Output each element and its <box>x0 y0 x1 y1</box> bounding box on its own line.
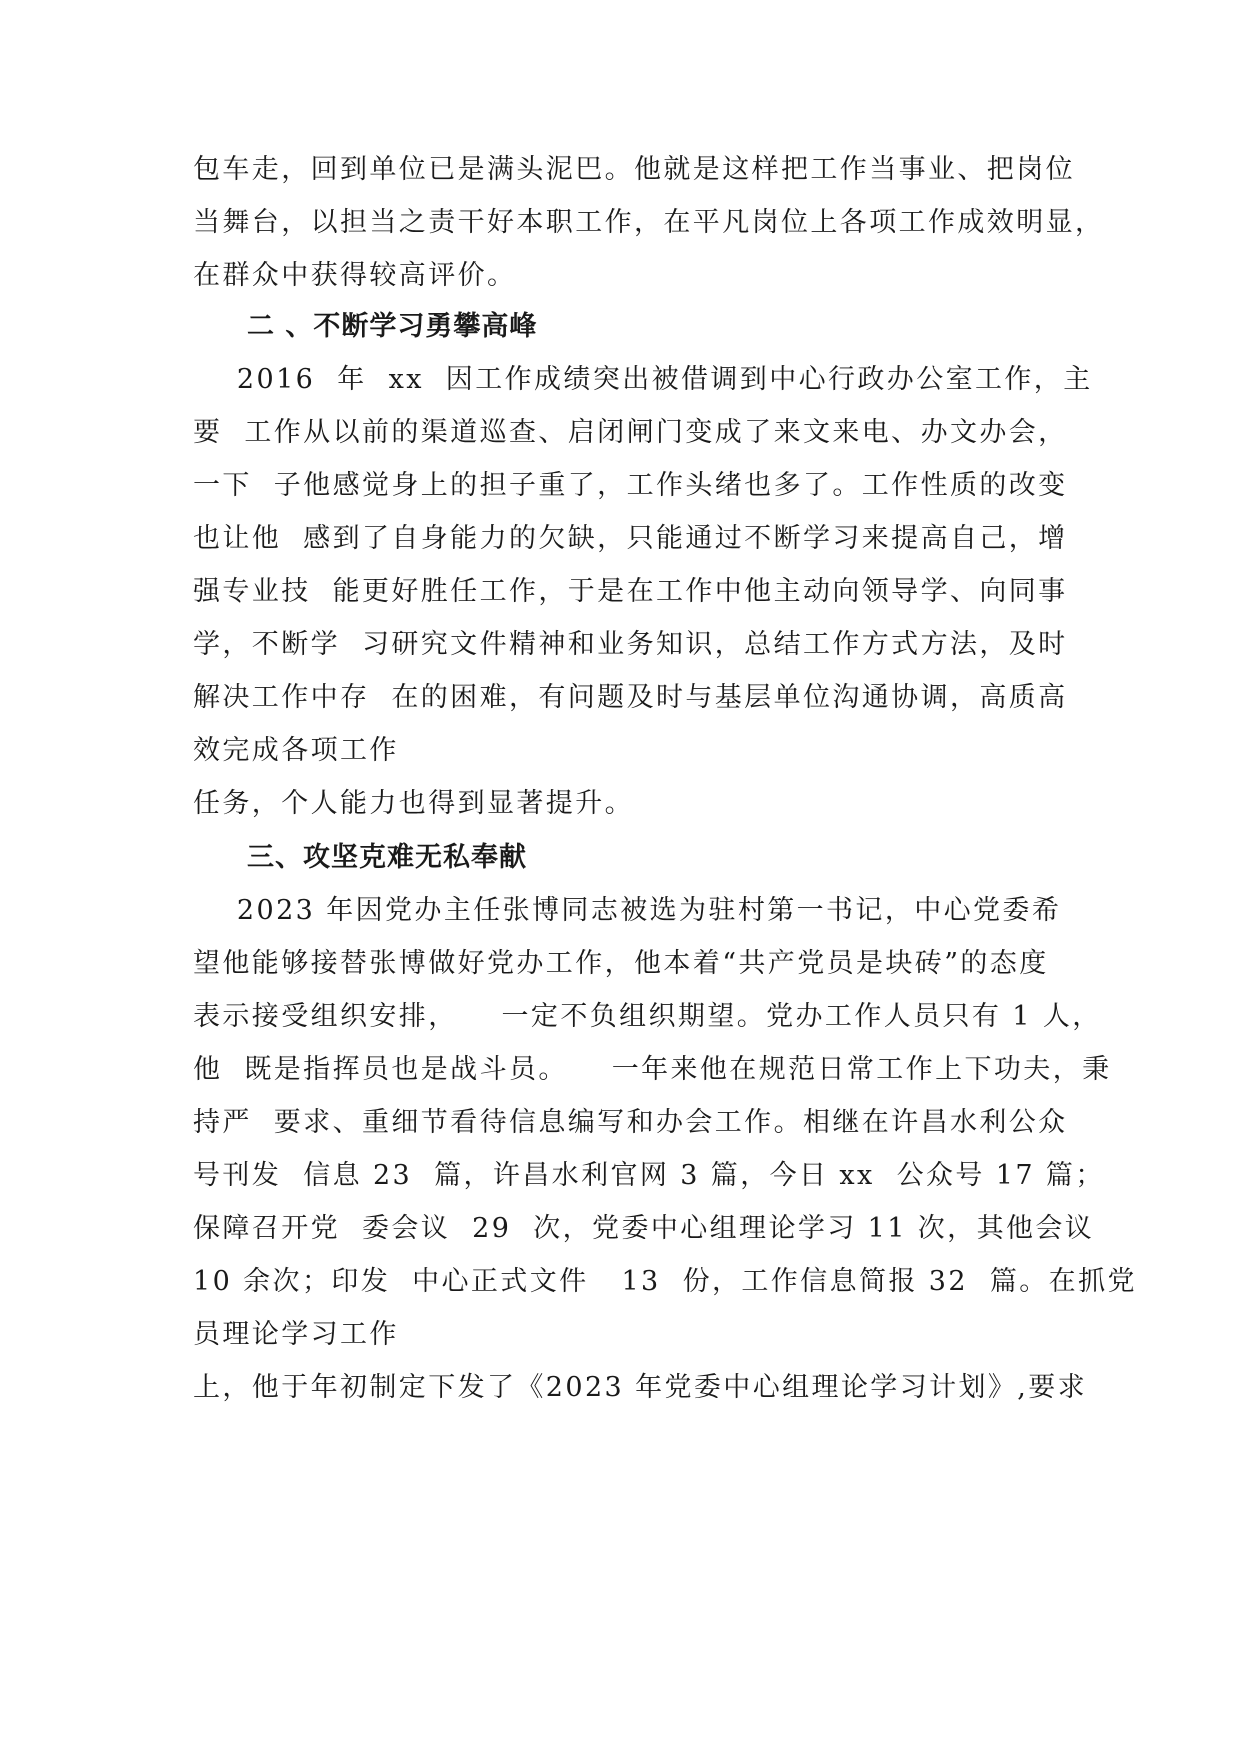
paragraph-3-line-2: 望他能够接替张博做好党办工作，他本着“共产党员是块砖”的态度 <box>193 948 1049 979</box>
paragraph-3-line-3: 表示接受组织安排， 一定不负组织期望。党办工作人员只有 1 人， <box>193 1001 1102 1032</box>
paragraph-3-line-5: 持严 要求、重细节看待信息编写和办会工作。相继在许昌水利公众 <box>193 1107 1068 1138</box>
section-heading-3: 三、攻坚克难无私奉献 <box>247 842 527 873</box>
paragraph-3-line-8: 10 余次；印发 中心正式文件 13 份，工作信息简报 32 篇。在抓党 <box>193 1266 1137 1297</box>
section-heading-2: 二 、不断学习勇攀高峰 <box>247 311 538 342</box>
paragraph-2-line-4: 也让他 感到了自身能力的欠缺，只能通过不断学习来提高自己，增 <box>193 523 1068 554</box>
paragraph-2-line-3: 一下 子他感觉身上的担子重了，工作头绪也多了。工作性质的改变 <box>193 470 1068 501</box>
paragraph-2-line-2: 要 工作从以前的渠道巡查、启闭闸门变成了来文来电、办文办会， <box>193 417 1068 448</box>
paragraph-1-line-3: 在群众中获得较高评价。 <box>193 260 517 291</box>
paragraph-3-line-4: 他 既是指挥员也是战斗员。 一年来他在规范日常工作上下功夫，秉 <box>193 1054 1112 1085</box>
paragraph-3-line-1: 2023 年因党办主任张博同志被选为驻村第一书记，中心党委希 <box>193 895 1062 926</box>
paragraph-1-line-1: 包车走，回到单位已是满头泥巴。他就是这样把工作当事业、把岗位 <box>193 154 1075 185</box>
paragraph-2-line-7: 解决工作中存 在的困难，有问题及时与基层单位沟通协调，高质高 <box>193 682 1068 713</box>
paragraph-2-line-6: 学，不断学 习研究文件精神和业务知识，总结工作方式方法，及时 <box>193 629 1068 660</box>
paragraph-2-line-5: 强专业技 能更好胜任工作，于是在工作中他主动向领导学、向同事 <box>193 576 1068 607</box>
paragraph-2-line-8: 效完成各项工作 <box>193 735 399 766</box>
paragraph-2-line-1: 2016 年 xx 因工作成绩突出被借调到中心行政办公室工作，主 <box>193 364 1093 395</box>
paragraph-3-line-9: 员理论学习工作 <box>193 1319 399 1350</box>
paragraph-3-line-7: 保障召开党 委会议 29 次，党委中心组理论学习 11 次，其他会议 <box>193 1213 1095 1244</box>
paragraph-3-line-10: 上，他于年初制定下发了《2023 年党委中心组理论学习计划》,要求 <box>193 1372 1088 1403</box>
paragraph-2-line-9: 任务，个人能力也得到显著提升。 <box>193 788 634 819</box>
paragraph-3-line-6: 号刊发 信息 23 篇，许昌水利官网 3 篇，今日 xx 公众号 17 篇； <box>193 1160 1105 1191</box>
paragraph-1-line-2: 当舞台，以担当之责干好本职工作，在平凡岗位上各项工作成效明显， <box>193 207 1105 238</box>
